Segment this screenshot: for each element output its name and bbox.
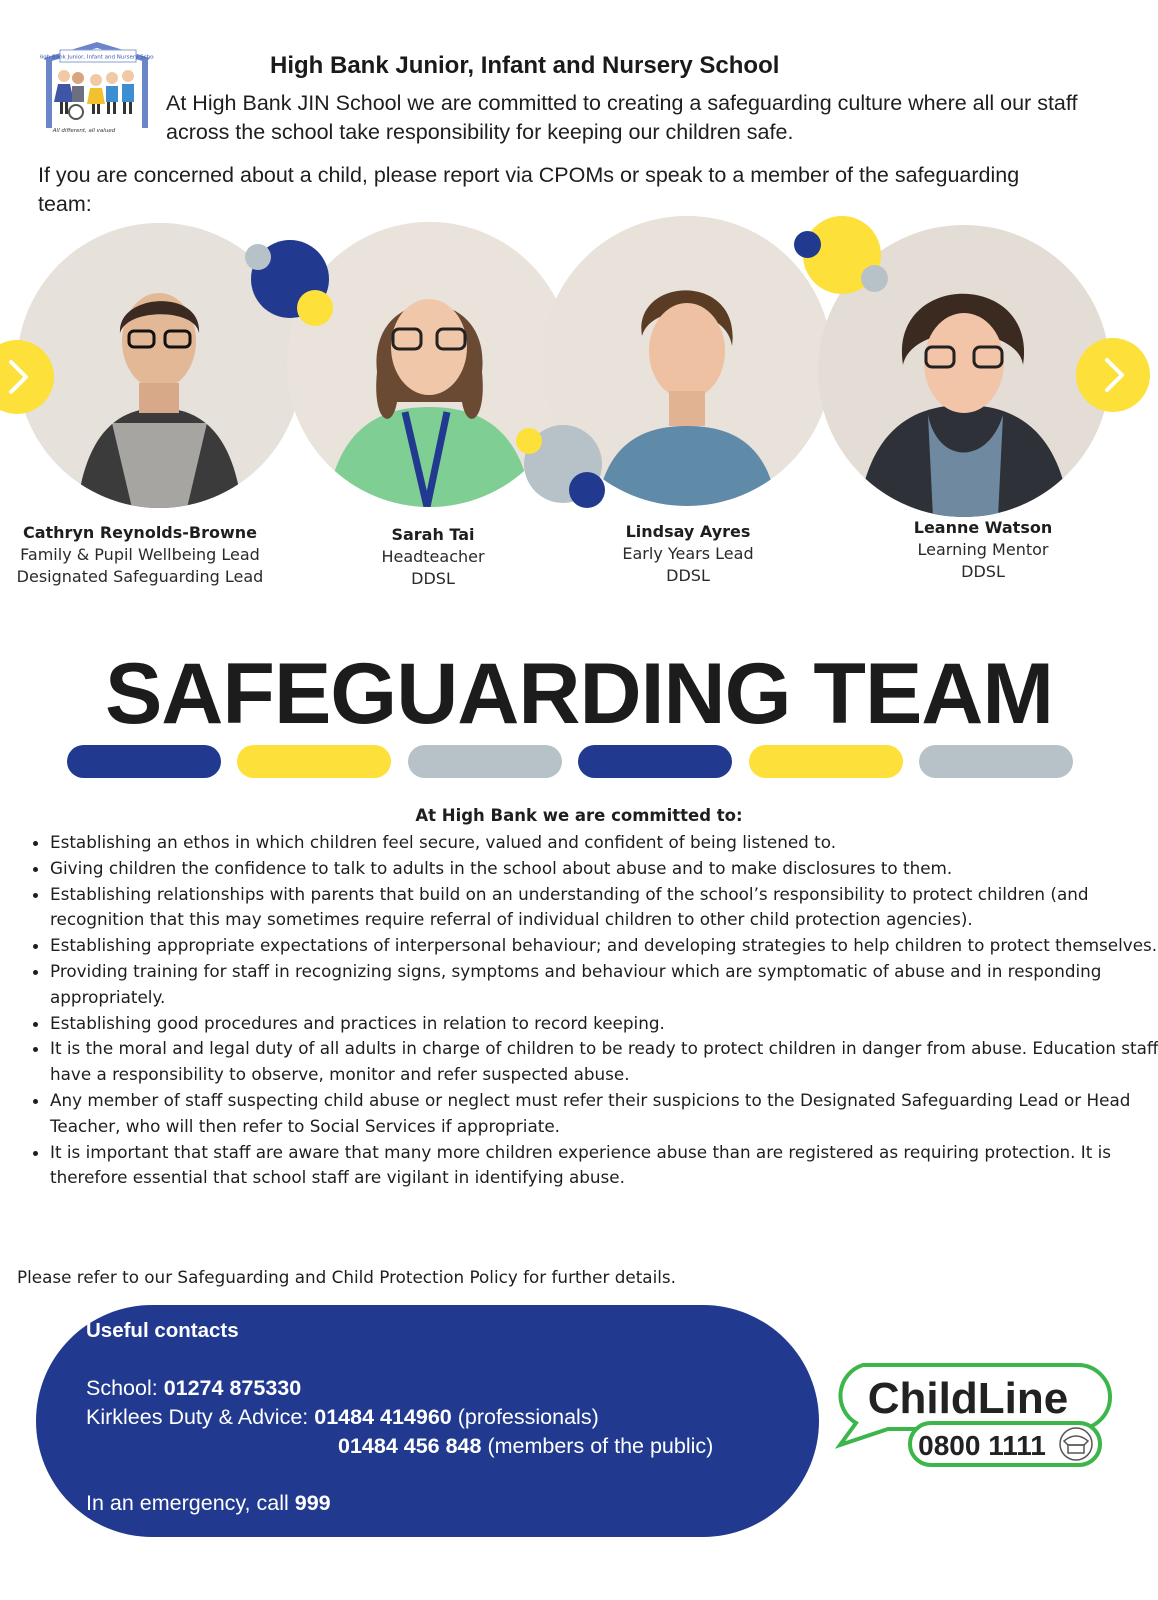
kirklees-professional-phone[interactable]: 01484 414960 (314, 1405, 452, 1429)
logo-banner: High Bank Junior, Infant and Nursery School (40, 54, 154, 61)
member-role: Early Years Lead (622, 544, 754, 563)
member-role: Designated Safeguarding Lead (16, 567, 264, 586)
list-item: • It is the moral and legal duty of all adults in charge of children to be ready to protect children in danger from abuse. Education staff have a responsibility to observe, monitor and refer suspected abuse. (50, 1036, 1158, 1088)
member-role: DDSL (666, 566, 710, 585)
member-leanne (883, 517, 1083, 583)
list-item: • Giving children the confidence to talk to adults in the school about abuse and to make disclosures to them. (50, 856, 1158, 882)
contacts-heading: Useful contacts (86, 1319, 239, 1342)
chevron-right-icon (1076, 338, 1150, 412)
member-lindsay (588, 521, 788, 587)
chevron-right-icon (0, 340, 54, 414)
member-role: DDSL (961, 562, 1005, 581)
kirklees-public-phone[interactable]: 01484 456 848 (338, 1434, 482, 1458)
intro-text: At High Bank JIN School we are committed to creating a safeguarding culture where all our staff across the school take responsibility for keeping our children safe. (166, 91, 1078, 144)
member-sarah (333, 524, 533, 590)
decor-pill (237, 745, 391, 778)
member-name: Lindsay Ayres (625, 522, 751, 541)
policy-note: Please refer to our Safeguarding and Child Protection Policy for further details. (17, 1267, 676, 1287)
member-name: Cathryn Reynolds-Browne (22, 523, 258, 542)
childline-number: 0800 1111 (918, 1430, 1046, 1461)
useful-contacts-panel (36, 1305, 819, 1537)
emergency-label: In an emergency, call (86, 1491, 295, 1515)
kirklees-contact (86, 1405, 599, 1430)
commitments-heading: At High Bank we are committed to: (415, 806, 743, 825)
list-item: • Providing training for staff in recognizing signs, symptoms and behaviour which are symptomatic of abuse and in responding appropriately. (50, 959, 1158, 1011)
member-name: Leanne Watson (913, 518, 1053, 537)
list-item: • Establishing appropriate expectations of interpersonal behaviour; and developing strategies to help children to protect themselves. (50, 933, 1158, 959)
emergency-contact (86, 1491, 331, 1516)
list-item: • Establishing an ethos in which children feel secure, valued and confident of being listened to. (50, 830, 1158, 856)
decor-dot (245, 244, 271, 270)
kirklees-contact-label: Kirklees Duty & Advice: (86, 1405, 315, 1429)
next-arrow-button[interactable] (1076, 338, 1150, 412)
previous-arrow-button[interactable] (0, 340, 54, 414)
page-title: SAFEGUARDING TEAM (104, 646, 1054, 742)
school-contact (86, 1376, 301, 1401)
emergency-phone[interactable]: 999 (294, 1491, 331, 1515)
concern-text: If you are concerned about a child, please report via CPOMs or speak to a member of the safeguarding team: (38, 163, 1020, 216)
decor-pill (408, 745, 562, 778)
list-item: • Any member of staff suspecting child abuse or neglect must refer their suspicions to the Designated Safeguarding Lead or Head Teacher, who will then refer to Social Services if appropriate. (50, 1088, 1158, 1140)
list-item: • Establishing relationships with parents that build on an understanding of the school’s responsibility to protect children (and recognition that this may sometimes require referral of individual children to other child protection agencies). (50, 882, 1158, 934)
member-name: Sarah Tai (391, 525, 475, 544)
childline-logo (818, 1345, 1118, 1475)
childline-name: ChildLine (867, 1374, 1069, 1423)
kirklees-professional-note: (professionals) (451, 1405, 599, 1429)
member-role: DDSL (411, 569, 455, 588)
logo-caption: All different, all valued (52, 128, 116, 134)
member-role: Learning Mentor (917, 540, 1049, 559)
kirklees-public-contact (338, 1434, 713, 1459)
kirklees-public-note: (members of the public) (481, 1434, 714, 1458)
member-role: Headteacher (381, 547, 485, 566)
member-role: Family & Pupil Wellbeing Lead (20, 545, 260, 564)
decor-dot (297, 290, 333, 326)
list-item: • Establishing good procedures and practices in relation to record keeping. (50, 1011, 1158, 1037)
school-name: High Bank Junior, Infant and Nursery School (270, 52, 780, 79)
decor-dot (516, 428, 542, 454)
decor-pill (578, 745, 732, 778)
decor-dot (569, 472, 605, 508)
school-logo (40, 40, 154, 135)
school-phone[interactable]: 01274 875330 (163, 1376, 302, 1400)
member-cathryn (0, 522, 280, 588)
decor-pill (919, 745, 1073, 778)
decor-dot (794, 231, 821, 258)
list-item: • It is important that staff are aware that many more children experience abuse than are registered as requiring protection. It is therefore essential that school staff are vigilant in identifying abuse. (50, 1140, 1158, 1192)
decor-pill (67, 745, 221, 778)
decor-dot (861, 265, 888, 292)
school-contact-label: School: (86, 1376, 164, 1400)
decor-pill (749, 745, 903, 778)
commitments-list (28, 830, 1158, 1191)
